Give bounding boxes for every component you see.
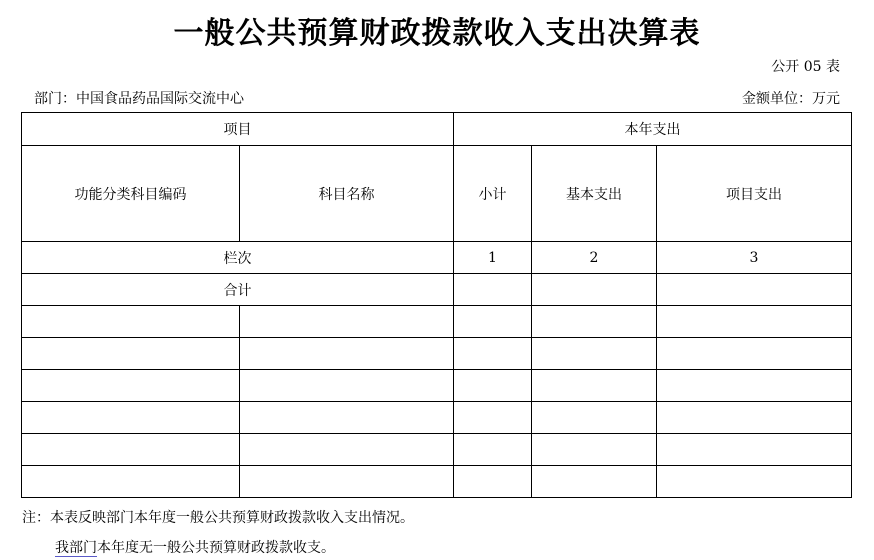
table-row bbox=[22, 466, 852, 498]
table-cell bbox=[532, 402, 657, 434]
table-cell bbox=[657, 338, 852, 370]
table-cell bbox=[532, 466, 657, 498]
table-cell bbox=[532, 434, 657, 466]
column-index-3: 3 bbox=[657, 242, 852, 274]
column-index-label: 栏次 bbox=[22, 242, 454, 274]
page-title: 一般公共预算财政拨款收入支出决算表 bbox=[173, 16, 701, 51]
column-index-2: 2 bbox=[532, 242, 657, 274]
total-project-cell bbox=[657, 274, 852, 306]
table-cell bbox=[454, 466, 532, 498]
table-header-row-2 bbox=[22, 146, 852, 242]
table-cell bbox=[22, 402, 240, 434]
form-number: 公开 05 表 bbox=[771, 59, 840, 75]
column-index-row bbox=[22, 242, 852, 274]
amount-unit-label: 金额单位：万元 bbox=[742, 91, 840, 107]
header-project: 项目支出 bbox=[657, 146, 852, 242]
table-cell bbox=[454, 306, 532, 338]
note-line-2-rest: 本年度无一般公共预算财政拨款收支。 bbox=[97, 540, 335, 556]
note-line-1: 注：本表反映部门本年度一般公共预算财政拨款收入支出情况。 bbox=[22, 510, 414, 526]
header-item: 项目 bbox=[22, 113, 454, 146]
table-row bbox=[22, 370, 852, 402]
table-cell bbox=[240, 338, 454, 370]
table-cell bbox=[240, 434, 454, 466]
table-cell bbox=[657, 466, 852, 498]
total-label: 合计 bbox=[22, 274, 454, 306]
budget-table bbox=[21, 112, 852, 498]
header-subtotal: 小计 bbox=[454, 146, 532, 242]
note-line-2 bbox=[55, 537, 335, 557]
total-basic-cell bbox=[532, 274, 657, 306]
table-cell bbox=[657, 370, 852, 402]
table-cell bbox=[454, 338, 532, 370]
total-row bbox=[22, 274, 852, 306]
table-cell bbox=[532, 338, 657, 370]
table-cell bbox=[454, 402, 532, 434]
table-cell bbox=[532, 370, 657, 402]
table-cell bbox=[532, 306, 657, 338]
header-current-year: 本年支出 bbox=[454, 113, 852, 146]
table-cell bbox=[240, 370, 454, 402]
table-cell bbox=[240, 306, 454, 338]
header-basic: 基本支出 bbox=[532, 146, 657, 242]
table-cell bbox=[22, 434, 240, 466]
table-row bbox=[22, 402, 852, 434]
table-cell bbox=[22, 306, 240, 338]
table-cell bbox=[454, 370, 532, 402]
table-cell bbox=[454, 434, 532, 466]
table-row bbox=[22, 338, 852, 370]
table-cell bbox=[657, 434, 852, 466]
header-name: 科目名称 bbox=[240, 146, 454, 242]
table-row bbox=[22, 306, 852, 338]
table-cell bbox=[22, 338, 240, 370]
table-cell bbox=[657, 306, 852, 338]
department-label: 部门：中国食品药品国际交流中心 bbox=[34, 91, 244, 107]
table-row bbox=[22, 434, 852, 466]
table-cell bbox=[22, 466, 240, 498]
table-cell bbox=[240, 466, 454, 498]
table-cell bbox=[657, 402, 852, 434]
table-header-row-1 bbox=[22, 113, 852, 146]
note-line-2-underlined: 我部门 bbox=[55, 540, 97, 556]
column-index-1: 1 bbox=[454, 242, 532, 274]
table-cell bbox=[22, 370, 240, 402]
total-subtotal-cell bbox=[454, 274, 532, 306]
table-cell bbox=[240, 402, 454, 434]
header-code: 功能分类科目编码 bbox=[22, 146, 240, 242]
